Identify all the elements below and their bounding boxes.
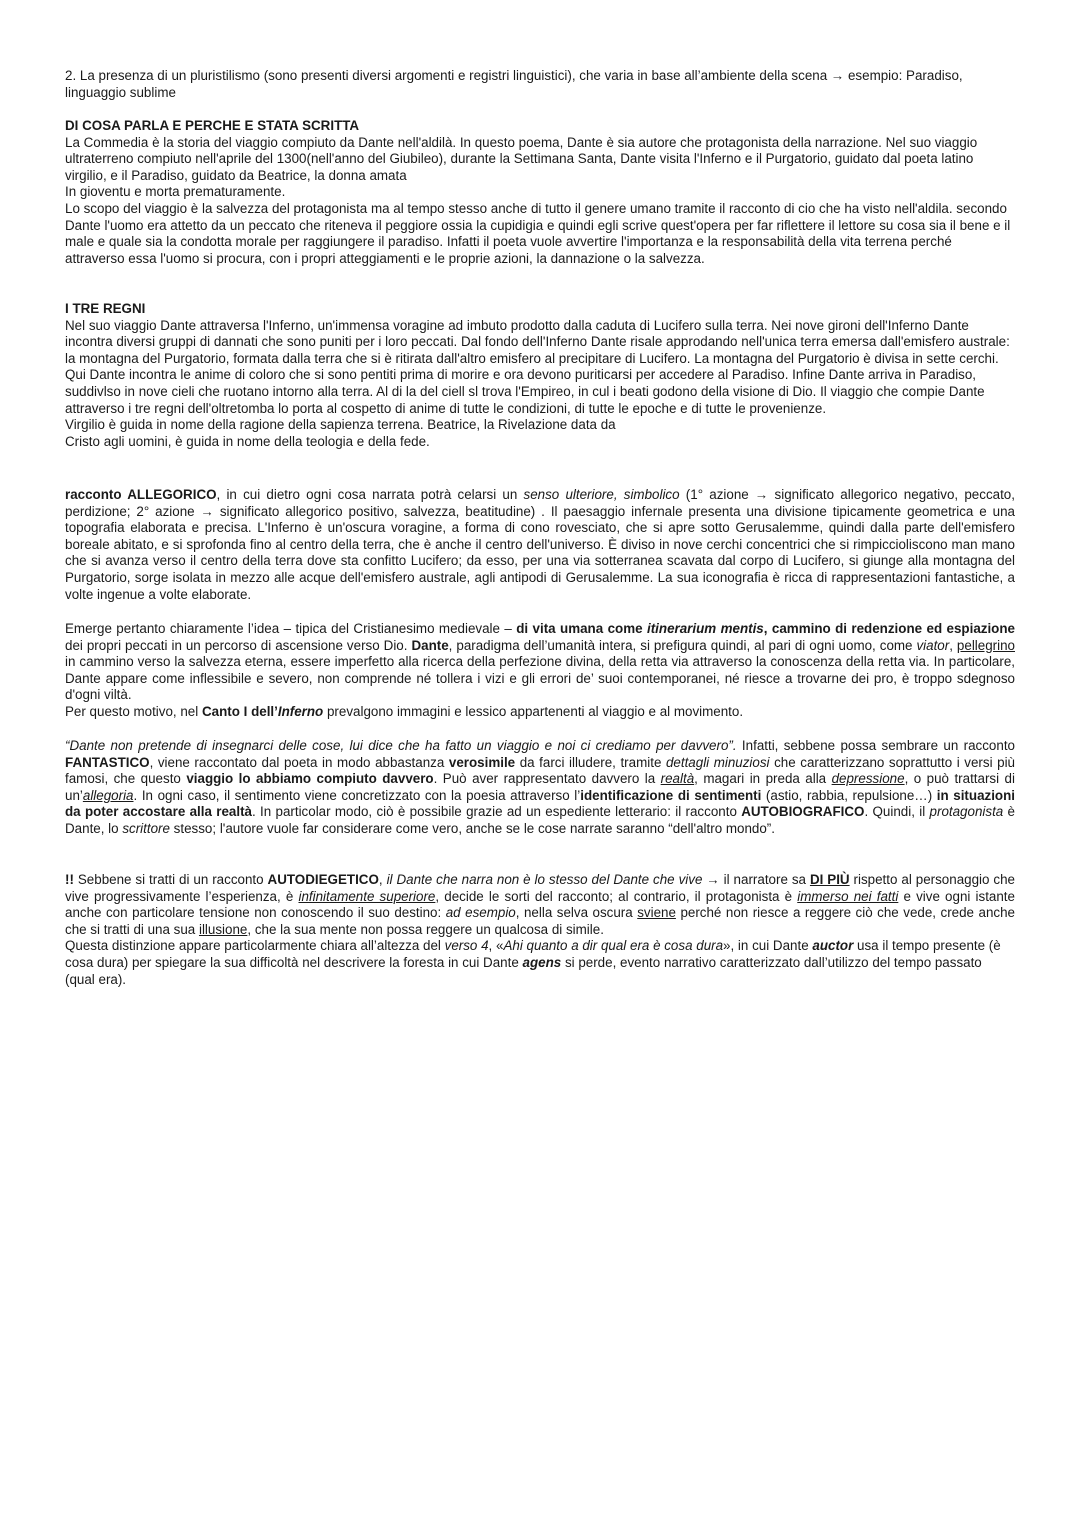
italic-underlined-text: realtà (660, 771, 695, 787)
bold-italic-text: itinerarium mentis (646, 621, 764, 636)
text: → il narratore sa (702, 872, 810, 887)
italic-underlined-text: depressione (831, 771, 905, 787)
italic-text: scrittore (122, 820, 170, 836)
italic-text: verso 4 (444, 938, 489, 954)
bold-text: AUTODIEGETICO (267, 872, 379, 887)
section-heading: I TRE REGNI (65, 301, 146, 316)
text: è Dante, lo (65, 804, 1016, 836)
bold-text: AUTOBIOGRAFICO (741, 804, 865, 820)
text: prevalgono immagini e lessico appartenenti al viaggio e al movimento. (323, 703, 744, 719)
text: si perde, evento narrativo caratterizzato dall’utilizzo del tempo passato (qual era). (65, 954, 982, 987)
paragraph: Virgilio è guida in nome della ragione della sapienza terrena. Beatrice, la Rivelazione data da (65, 417, 616, 433)
text: , paradigma dell’umanità intera, si prefigura quindi, al pari di ogni uomo, come (448, 637, 917, 653)
paragraph: Cristo agli uomini, è guida in nome della teologia e della fede. (65, 433, 430, 449)
text: , « (488, 938, 504, 954)
underlined-text: illusione (198, 921, 248, 937)
italic-text: ad esempio (445, 905, 516, 921)
paragraph (65, 704, 1015, 721)
paragraph-fantastico (65, 738, 1015, 838)
text: , o può trattarsi di un’ (65, 771, 1015, 803)
text: Questa distinzione appare particolarmente chiara all’altezza del (65, 938, 445, 954)
paragraph: In gioventu e morta prematuramente. (65, 184, 286, 200)
text: dei propri peccati in un percorso di ascensione verso Dio. (65, 637, 412, 653)
italic-underlined-text: immerso nei fatti (797, 888, 899, 904)
section-tre-regni (65, 301, 1015, 450)
text: . Quindi, il (864, 804, 930, 820)
text: Infatti, sebbene possa sembrare un racconto (736, 738, 1015, 753)
text: perché non riesce a reggere ciò che vede, crede anche che si tratti di una sua (65, 905, 1015, 937)
text: , che la sua mente non possa reggere un qualcosa di simile. (247, 921, 604, 937)
text: (astio, rabbia, repulsione…) (761, 787, 937, 803)
bold-text: identificazione di sentimenti (580, 787, 762, 803)
text: . In particolar modo, ciò è possibile grazie ad un espediente letterario: il racconto (251, 804, 742, 820)
text: che caratterizzano soprattutto i versi più famosi, che questo (65, 754, 1015, 787)
italic-text: senso ulteriore, simbolico (523, 487, 680, 502)
bold-text: Canto I dell’ (201, 703, 278, 719)
quote-text: “Dante non pretende di insegnarci delle cose, lui dice che ha fatto un viaggio e noi ci crediamo per davvero”. (65, 738, 737, 753)
bold-text: viaggio lo abbiamo compiuto davvero (186, 771, 434, 787)
bold-text: racconto ALLEGORICO (65, 487, 217, 502)
text: , in cui dietro ogni cosa narrata potrà celarsi un (216, 487, 524, 502)
text: e vive ogni istante anche con particolare tensione non conoscendo il suo destino: (65, 888, 1015, 921)
bold-text: verosimile (448, 754, 516, 770)
text: , viene raccontato dal poeta in modo abbastanza (149, 754, 449, 770)
bold-text: , cammino di redenzione ed espiazione (763, 621, 1015, 636)
text: da farci illudere, tramite (515, 754, 666, 770)
bold-underlined-text: DI PIÙ (809, 872, 850, 887)
text: Emerge pertanto chiaramente l’idea – tipica del Cristianesimo medievale – (65, 621, 517, 636)
underlined-text: sviene (637, 905, 676, 921)
text: usa il tempo presente (è cosa dura) per spiegare la sua difficoltà nel descrivere la foresta in cui Dante (65, 938, 1001, 970)
section-itinerarium (65, 621, 1015, 721)
italic-underlined-text: infinitamente superiore (298, 888, 436, 904)
paragraph (65, 621, 1015, 704)
text: , nella selva oscura (515, 905, 638, 921)
bold-text: !! (65, 872, 74, 887)
paragraph (65, 872, 1015, 938)
paragraph: La Commedia è la storia del viaggio compiuto da Dante nell'aldilà. In questo poema, Dante è sia autore che protagonista della narrazione. Nel suo viaggio ultraterreno compiuto nell'aprile del 1300(nell'anno del Giubileo), durante la Settimana Santa, Dante visita l'Inferno e il Purgatorio, guidato dal poeta latino virgilio, e il Paradiso, guidato da Beatrice, la donna amata (65, 134, 978, 183)
text: (1° azione → significato allegorico negativo, peccato, perdizione; 2° azione → significato allegorico positivo, salvezza, beatitudine) . Il paesaggio infernale presenta una divisione tipicamente geometrica e una topografia elaborata e precisa. L'Inferno è un'oscura voragine, a forma di cono rovesciato, che si apre sotto Gerusalemme, quindi dalla parte dell'emisfero boreale abitato, e si sprofonda fino al centro della terra, che è anche il centro dell'universo. È diviso in nove cerchi concentrici che si rimpiccioliscono man mano che si avanza verso il centro della terra dove sta confitto Lucifero; da esso, per una via sotterranea scavata dal corpo di Lucifero, si giunge alla montagna del Purgatorio, sorge isolata in mezzo alle acque dell'emisfero australe, agli antipodi di Gerusalemme. La sua iconografia è ricca di rappresentazioni fantastiche, a volte ingenue a volte elaborate. (65, 487, 1015, 602)
paragraph: Lo scopo del viaggio è la salvezza del protagonista ma al tempo stesso anche di tutto il genere umano tramite il racconto di cio che ha visto nell'aldila. secondo Dante l'uomo era attetto da un peccato che riteneva il peggiore ossia la cupidigia e quindi egli scrive quest'opera per far riflettere il lettore su cosa sia il bene e il male e quale sia la condotta morale per raggiungere il paradiso. Infatti il poeta vuole avvertire l'importanza e la responsabilità della vita terrena perché attraverso essa l'uomo si procura, con i propri atteggiamenti e le proprie azioni, la dannazione o la salvezza. (65, 200, 1011, 266)
italic-text: il Dante che narra non è lo stesso del Dante che vive (386, 872, 703, 887)
text: », in cui Dante (723, 938, 813, 954)
section-autodiegetico (65, 872, 1015, 988)
bold-italic-text: auctor (812, 938, 854, 954)
section-cosa-parla (65, 118, 1015, 267)
text: . In ogni caso, il sentimento viene concretizzato con la poesia attraverso l’ (133, 787, 581, 803)
bold-text: FANTASTICO (65, 754, 150, 770)
text: Per questo motivo, nel (65, 703, 202, 719)
paragraph: Nel suo viaggio Dante attraversa l'Inferno, un'immensa voragine ad imbuto prodotto dalla caduta di Lucifero sulla terra. Nei nove gironi dell'Inferno Dante incontra diversi gruppi di dannati che sono puniti per i loro peccati. Dal fondo dell'Inferno Dante risale approdando nell'unica terra emersa dall'emisfero australe: la montagna del Purgatorio, formata dalla terra che si è ritirata dall'altro emisfero al precipitare di Lucifero. La montagna del Purgatorio è divisa in sette cerchi. Qui Dante incontra le anime di coloro che si sono pentiti prima di morire e ora devono puriticarsi per accedere al Paradiso. Infine Dante arriva in Paradiso, suddivlso in nove cieli che ruotano intorno alla terra. Al di la del ciell sl trova l'Empireo, in cul i beati godono della visione di Dio. Il viaggio che compie Dante attraverso i tre regni dell'oltretomba lo porta al cospetto di anime di tutte le condizioni, di tutte le epoche e di tutte le provenienze. (65, 317, 1010, 416)
bold-text: di vita umana come (516, 621, 647, 636)
text: stesso; l'autore vuole far considerare come vero, anche se le cose narrate saranno “dell'altro mondo”. (169, 820, 775, 836)
paragraph-allegorico (65, 487, 1015, 603)
italic-text: protagonista (929, 804, 1004, 820)
bold-italic-text: agens (522, 954, 562, 970)
text: , (378, 872, 387, 887)
text: rispetto al personaggio che vive progressivamente l’esperienza, è (65, 872, 1015, 904)
text: . Può aver rappresentato davvero la (433, 771, 661, 787)
bold-text: in situazioni da poter accostare alla realtà (65, 787, 1016, 820)
text: in cammino verso la salvezza eterna, essere imperfetto alla ricerca della perfezione divina, della retta via attraverso la conoscenza della retta via. In particolare, Dante appare come inflessibile e severo, non comprende né tollera i vizi e gli errori de’ suoi contemporanei, né riesce a trovarne dei pro, è troppo sdegnoso d'ogni viltà. (65, 654, 1015, 703)
italic-text: viator (916, 637, 950, 653)
bold-text: Dante (411, 637, 449, 653)
text: , magari in preda alla (694, 771, 832, 787)
intro-paragraph: 2. La presenza di un pluristilismo (sono presenti diversi argomenti e registri linguistici), che varia in base all’ambiente della scena → esempio: Paradiso, linguaggio sublime (65, 68, 963, 100)
underlined-text: pellegrino (956, 637, 1015, 653)
italic-text: Ahi quanto a dir qual era è cosa dura (503, 938, 724, 954)
bold-italic-text: Inferno (277, 703, 324, 719)
italic-text: dettagli minuziosi (665, 754, 770, 770)
text: Sebbene si tratti di un racconto (73, 872, 268, 887)
text: , decide le sorti del racconto; al contrario, il protagonista è (435, 888, 798, 904)
paragraph (65, 938, 1015, 988)
text: , (949, 637, 957, 653)
italic-underlined-text: allegoria (82, 787, 134, 803)
section-heading: DI COSA PARLA E PERCHE E STATA SCRITTA (65, 118, 360, 133)
